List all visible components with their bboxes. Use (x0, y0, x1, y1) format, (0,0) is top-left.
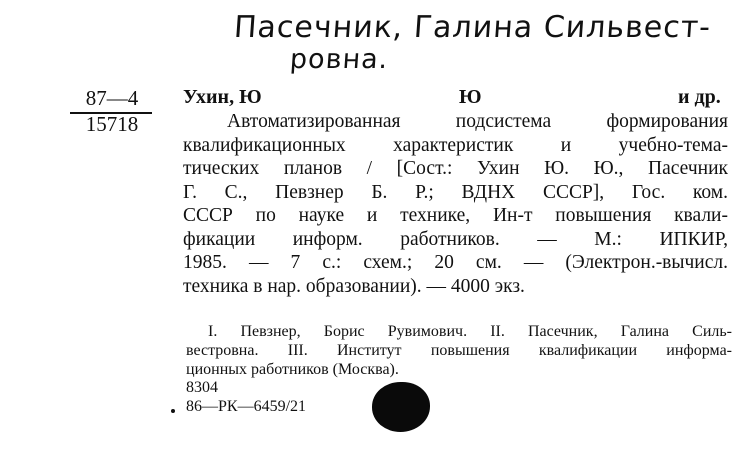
description-line: квалификационных характеристик и учебно-тема- (183, 134, 728, 156)
heading-et-al: и др. (678, 86, 721, 108)
tracing-line: I. Певзнер, Борис Рувимович. II. Пасечник, Галина Силь- (208, 323, 732, 340)
classification-code: 8304 (186, 379, 218, 396)
description-line: Г. С., Певзнер Б. Р.; ВДНХ СССР], Гос. ком. (183, 181, 728, 203)
heading-initial: Ю (459, 86, 482, 108)
handwritten-note-line-1: Пасечник, Галина Сильвест- (232, 10, 713, 45)
shelf-mark-top: 87—4 (85, 86, 139, 110)
tracing-line: вестровна. III. Институт повышения квалификации информа- (186, 342, 732, 359)
description-line: тических планов / [Сост.: Ухин Ю. Ю., Пасечник (183, 158, 728, 179)
description-line: 1985. — 7 с.: схем.; 20 см. — (Электрон.-вычисл. (183, 252, 728, 273)
description-line: Автоматизированная подсистема формирования (227, 111, 728, 132)
tracing-line: ционных работников (Москва). (186, 361, 399, 378)
description-line: техника в нар. образовании). — 4000 экз. (183, 275, 525, 297)
bibliographic-description (183, 110, 728, 298)
card-number: 86—РК—6459/21 (186, 398, 307, 415)
description-line: фикации информ. работников. — М.: ИПКИР, (183, 228, 728, 250)
handwritten-note-line-2: ровна. (288, 44, 390, 75)
shelf-mark-bottom: 15718 (85, 112, 139, 136)
bullet-dot (171, 409, 175, 413)
ink-blot (372, 382, 430, 432)
description-line: СССР по науке и технике, Ин-т повышения квали- (183, 205, 728, 226)
heading-author: Ухин, Ю (183, 86, 262, 108)
tracings (186, 322, 732, 379)
